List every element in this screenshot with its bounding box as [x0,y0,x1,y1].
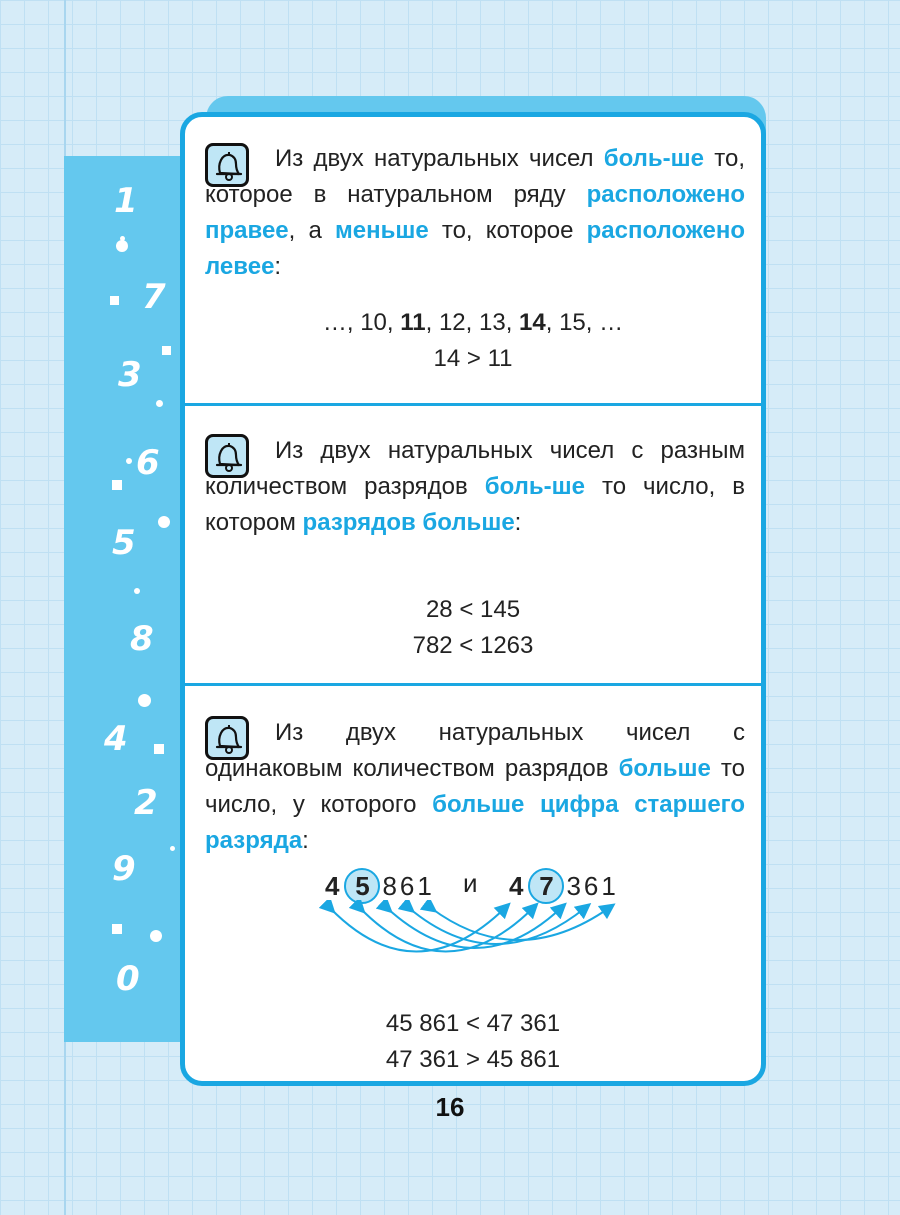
highlighted-digit: 7 [528,868,564,904]
example-line: 782 < 1263 [412,632,534,659]
decor-dot [156,400,163,407]
decor-dot [150,930,162,942]
decor-square [162,346,171,355]
decor-digit: 0 [116,959,140,999]
example-line: 45 861 < 47 361 [385,1010,561,1037]
decor-dot [134,588,140,594]
decor-dot [116,240,128,252]
decor-digit: 3 [118,355,142,395]
decor-digit: 5 [112,523,136,563]
decor-digit: 8 [130,619,154,659]
rule-1-text: Из двух натуральных чисел боль-ше то, которое в натуральном ряду расположено правее, а меньше то, которое расположено левее: [205,145,745,280]
decor-square [154,744,164,754]
rule-2-text: Из двух натуральных чисел с разным количеством разрядов боль-ше то число, в котором разрядов больше: [205,437,745,536]
rules-card [180,112,766,1086]
highlighted-digit: 5 [344,868,380,904]
number-b: 4 7 361 [509,868,619,904]
decor-digit: 7 [142,277,166,317]
decor-digit: 1 [114,181,138,221]
decor-digit: 9 [112,849,136,889]
decor-dot [170,846,175,851]
decor-dot [158,516,170,528]
decor-digit: 4 [104,719,128,759]
page-number: 16 [435,1092,465,1122]
decor-dot [138,694,151,707]
digit-match-arrows [305,900,635,980]
rule-section-3 [185,686,761,1086]
number-row: …, 10, 11, 12, 13, 14, 15, … [322,309,624,336]
rule-section-2 [185,406,761,686]
conjunction: и [463,868,481,898]
rule-section-1 [185,117,761,405]
decor-square [112,480,122,490]
example-line: 14 > 11 [433,345,513,372]
decor-square [112,924,122,934]
example-line: 28 < 145 [425,596,521,623]
decor-digit: 2 [134,783,158,823]
decor-dot [126,458,132,464]
decor-digit: 6 [136,443,160,483]
example-line: 47 361 > 45 861 [385,1046,561,1073]
decor-dot [120,236,125,241]
rule-3-text: Из двух натуральных чисел с одинаковым количеством разрядов больше то число, у которого больше цифра старшего разряда: [205,719,746,854]
number-a: 4 5 861 [325,868,435,904]
decorative-strip [64,156,184,1042]
decor-square [110,296,119,305]
